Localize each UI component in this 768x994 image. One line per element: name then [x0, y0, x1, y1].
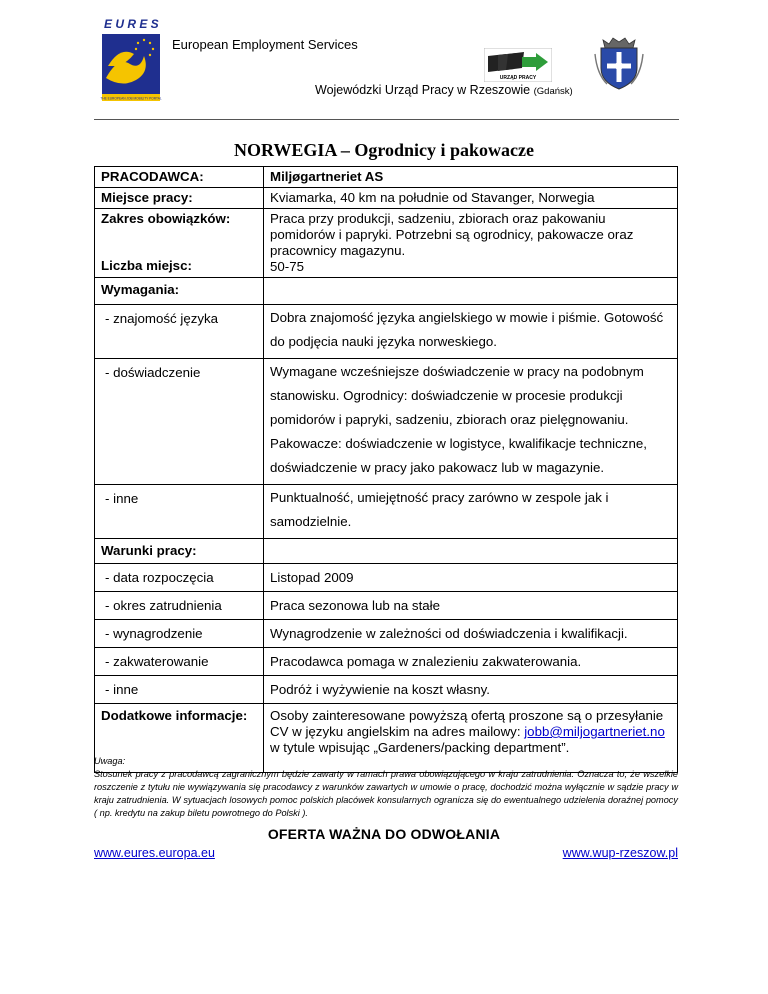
empty-cell: [264, 539, 678, 564]
req-experience-value: Wymagane wcześniejsze doświadczenie w pracy na podobnym stanowisku. Ogrodnicy: doświadczenie w procesie produkcji pomidorów i papryki, sadzeniu, zbiorach oraz pielęgnowaniu. Pakowacze: doświadczenie w logistyce, kwalifikacje techniczne, doświadczenie w pracy jako pakowacz lub w magazynie.: [264, 359, 678, 485]
voivodeship-crest: [593, 34, 645, 92]
duties-label: Zakres obowiązków:: [101, 211, 231, 226]
table-row: [95, 564, 678, 592]
places-label: Liczba miejsc:: [101, 258, 192, 273]
conditions-label: Warunki pracy:: [95, 539, 264, 564]
places-value: 50-75: [270, 259, 305, 274]
page-title: NORWEGIA – Ogrodnicy i pakowacze: [233, 140, 535, 160]
req-other-value: Punktualność, umiejętność pracy zarówno w zespole jak i samodzielnie.: [264, 485, 678, 539]
table-row: [95, 278, 678, 305]
note-text: Stosunek pracy z pracodawcą zagranicznym będzie zawarty w ramach prawa obowiązującego w kraju zatrudnienia. Oznacza to, że wszelkie roszczenie z tytułu nie wywiązywania się pracodawcy z warunków zawartych w umowie o pracę, dochodzić można wyłącznie w sądzie pracy w kraju zatrudnienia. W sytuacjach losowych pomoc polskich placówek konsularnych ogranicza się do ewentualnego udzielenia doraźnej pomocy ( np. kredytu na zakup biletu powrotnego do Polski ).: [94, 769, 678, 818]
table-row: [95, 188, 678, 209]
location-value: Kviamarka, 40 km na południe od Stavanger, Norwegia: [264, 188, 678, 209]
urzad-pracy-logo: [484, 48, 552, 82]
duties-places-value-cell: [264, 209, 678, 278]
wup-link[interactable]: www.wup-rzeszow.pl: [562, 846, 678, 860]
cond-salary-value: Wynagrodzenie w zależności od doświadczenia i kwalifikacji.: [264, 620, 678, 648]
employer-label: PRACODAWCA:: [95, 167, 264, 188]
cond-start-label: - data rozpoczęcia: [95, 564, 264, 592]
table-row: [95, 209, 678, 278]
employer-value: Miljøgartneriet AS: [264, 167, 678, 188]
eures-logo-text: E U R E S: [104, 17, 159, 31]
additional-text-after: w tytule wpisując „Gardeners/packing department”.: [270, 740, 570, 755]
legal-note: [94, 755, 678, 820]
table-row: [95, 620, 678, 648]
header-office: [315, 83, 573, 97]
header-divider: [94, 119, 679, 120]
office-name: Wojewódzki Urząd Pracy w Rzeszowie: [315, 83, 531, 97]
req-language-label: - znajomość języka: [95, 305, 264, 359]
eures-logo: [100, 16, 162, 102]
header-services: European Employment Services: [172, 37, 358, 52]
offer-validity: OFERTA WAŻNA DO ODWOŁANIA: [267, 826, 501, 842]
table-row: [95, 539, 678, 564]
cond-housing-label: - zakwaterowanie: [95, 648, 264, 676]
offer-table: [94, 166, 678, 773]
req-language-value: Dobra znajomość języka angielskiego w mowie i piśmie. Gotowość do podjęcia nauki języka norweskiego.: [264, 305, 678, 359]
additional-text-before: Osoby zainteresowane powyższą ofertą proszone są o przesyłanie CV w języku angielskim na adres mailowy:: [270, 708, 664, 739]
cond-other-value: Podróż i wyżywienie na koszt własny.: [264, 676, 678, 704]
cond-housing-value: Pracodawca pomaga w znalezieniu zakwaterowania.: [264, 648, 678, 676]
eures-link[interactable]: www.eures.europa.eu: [94, 846, 215, 860]
location-label: Miejsce pracy:: [95, 188, 264, 209]
note-heading: Uwaga:: [94, 756, 126, 766]
table-row: [95, 485, 678, 539]
cond-period-value: Praca sezonowa lub na stałe: [264, 592, 678, 620]
req-experience-label: - doświadczenie: [95, 359, 264, 485]
table-row: [95, 305, 678, 359]
additional-label: Dodatkowe informacje:: [95, 704, 264, 773]
table-row: [95, 359, 678, 485]
cond-salary-label: - wynagrodzenie: [95, 620, 264, 648]
cond-start-value: Listopad 2009: [264, 564, 678, 592]
urzad-logo-text: URZĄD PRACY: [499, 75, 537, 81]
req-other-label: - inne: [95, 485, 264, 539]
table-row: [95, 592, 678, 620]
empty-cell: [264, 278, 678, 305]
table-row: [95, 676, 678, 704]
duties-value: Praca przy produkcji, sadzeniu, zbiorach oraz pakowaniu pomidorów i papryki. Potrzebni są ogrodnicy, pakowacze oraz pracownicy magazynu.: [270, 211, 634, 258]
duties-places-label-cell: [95, 209, 264, 278]
cond-period-label: - okres zatrudnienia: [95, 592, 264, 620]
eures-logo-tagline: THE EUROPEAN JOB MOBILITY PORTAL: [100, 96, 162, 101]
requirements-label: Wymagania:: [95, 278, 264, 305]
office-city: (Gdańsk): [533, 86, 573, 97]
email-link[interactable]: jobb@miljogartneriet.no: [524, 724, 665, 739]
cond-other-label: - inne: [95, 676, 264, 704]
table-row: [95, 648, 678, 676]
table-row: [95, 167, 678, 188]
